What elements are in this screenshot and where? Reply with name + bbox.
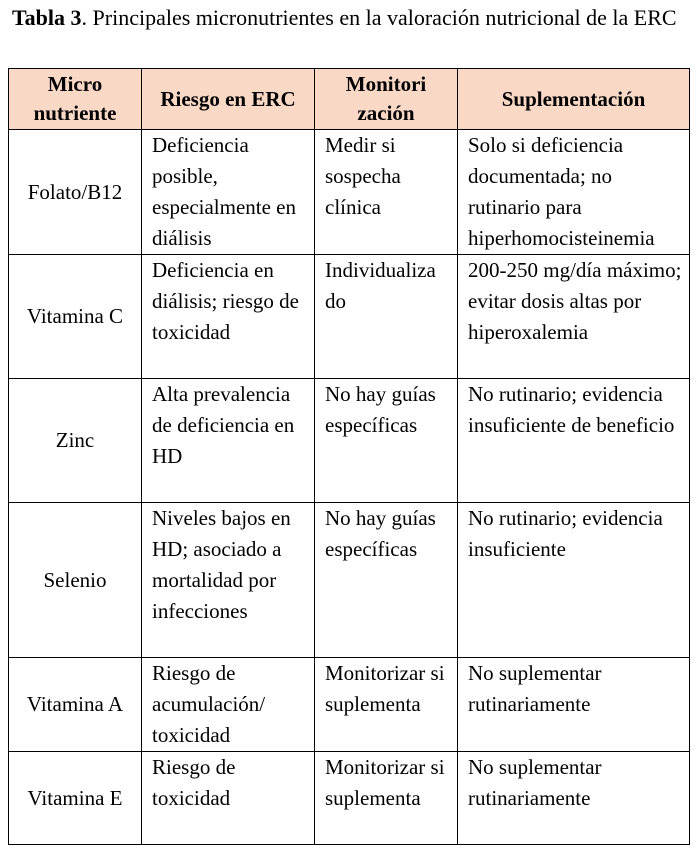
- cell-micronutrient: Folato/B12: [9, 130, 142, 255]
- header-micronutrient: Micro nutriente: [9, 69, 142, 130]
- cell-supplementation: No rutinario; evidencia insuficiente de beneficio: [458, 379, 690, 503]
- table-body: [9, 130, 690, 845]
- cell-risk: Deficiencia posible, especialmente en diálisis: [142, 130, 315, 255]
- cell-monitoring: Medir si sospecha clínica: [315, 130, 458, 255]
- cell-micronutrient: Vitamina C: [9, 255, 142, 379]
- cell-risk: Riesgo de toxicidad: [142, 752, 315, 845]
- cell-risk: Alta prevalencia de deficiencia en HD: [142, 379, 315, 503]
- header-supplementation: Suplementación: [458, 69, 690, 130]
- cell-micronutrient: Vitamina E: [9, 752, 142, 845]
- cell-micronutrient: Selenio: [9, 503, 142, 658]
- micronutrients-table: [8, 68, 690, 845]
- table-caption: [12, 2, 692, 33]
- cell-supplementation: No rutinario; evidencia insuficiente: [458, 503, 690, 658]
- table-row: [9, 658, 690, 752]
- table-row: [9, 503, 690, 658]
- cell-micronutrient: Vitamina A: [9, 658, 142, 752]
- table-row: [9, 130, 690, 255]
- cell-risk: Riesgo de acumulación/ toxicidad: [142, 658, 315, 752]
- cell-risk: Niveles bajos en HD; asociado a mortalidad por infecciones: [142, 503, 315, 658]
- header-monitoring: Monitori zación: [315, 69, 458, 130]
- cell-supplementation: 200-250 mg/día máximo; evitar dosis altas por hiperoxalemia: [458, 255, 690, 379]
- cell-monitoring: Monitorizar si suplementa: [315, 752, 458, 845]
- cell-risk: Deficiencia en diálisis; riesgo de toxicidad: [142, 255, 315, 379]
- cell-supplementation: Solo si deficiencia documentada; no rutinario para hiperhomocisteinemia: [458, 130, 690, 255]
- table-caption-text: . Principales micronutrientes en la valoración nutricional de la ERC: [81, 5, 677, 30]
- cell-monitoring: No hay guías específicas: [315, 379, 458, 503]
- cell-monitoring: Individualiza do: [315, 255, 458, 379]
- cell-micronutrient: Zinc: [9, 379, 142, 503]
- table-caption-label: Tabla 3: [12, 5, 82, 30]
- table-row: [9, 379, 690, 503]
- cell-supplementation: No suplementar rutinariamente: [458, 658, 690, 752]
- cell-monitoring: No hay guías específicas: [315, 503, 458, 658]
- table-row: [9, 255, 690, 379]
- header-risk: Riesgo en ERC: [142, 69, 315, 130]
- cell-supplementation: No suplementar rutinariamente: [458, 752, 690, 845]
- table-header: [9, 69, 690, 130]
- table-row: [9, 752, 690, 845]
- cell-monitoring: Monitorizar si suplementa: [315, 658, 458, 752]
- table-header-row: [9, 69, 690, 130]
